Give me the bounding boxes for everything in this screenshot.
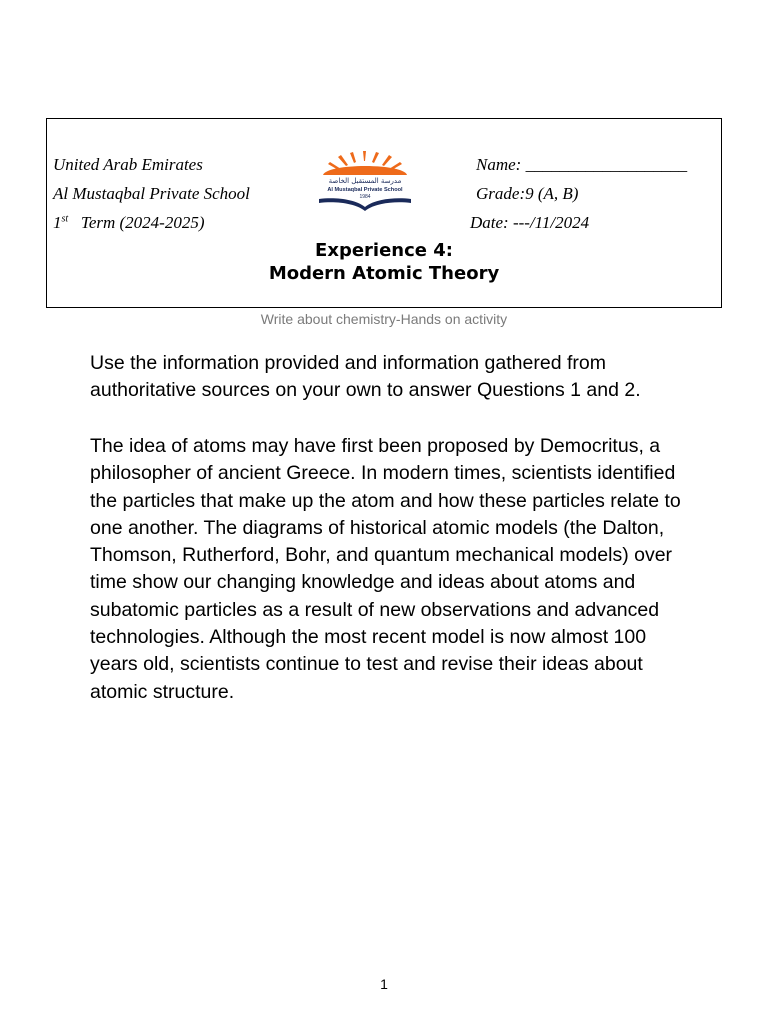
page-number: 1 bbox=[380, 976, 388, 992]
term-number: 1 bbox=[53, 213, 62, 232]
term-line bbox=[53, 213, 205, 233]
title-line-1: Experience 4: bbox=[315, 240, 453, 261]
school-logo bbox=[313, 147, 417, 217]
grade-text: Grade:9 (A, B) bbox=[476, 184, 579, 203]
logo-graphic bbox=[313, 147, 417, 217]
logo-arabic-text: مدرسة المستقبل الخاصة bbox=[328, 177, 402, 185]
book-icon bbox=[319, 198, 411, 211]
logo-year: 1984 bbox=[359, 194, 371, 200]
logo-english-text: Al Mustaqbal Private School bbox=[327, 187, 403, 193]
country-text: United Arab Emirates bbox=[53, 155, 203, 174]
school-name: Al Mustaqbal Private School bbox=[53, 184, 250, 203]
name-field-label: Name: ___________________ bbox=[476, 155, 688, 174]
header-box bbox=[46, 118, 722, 308]
subtitle: Write about chemistry-Hands on activity bbox=[260, 311, 508, 327]
title-line-2: Modern Atomic Theory bbox=[268, 263, 500, 284]
term-suffix: st bbox=[61, 213, 69, 225]
date-text: Date: ---/11/2024 bbox=[470, 213, 590, 232]
intro-paragraph: Use the information provided and information gathered from authoritative sources on your own to answer Questions 1 and 2. bbox=[90, 352, 641, 402]
body-paragraph: The idea of atoms may have first been proposed by Democritus, a philosopher of ancient Greece. In modern times, scientists identified the particles that make up the atom and how these particles relate to one another. The diagrams of historical atomic models (the Dalton, Thomson, Rutherford, Bohr, and quantum mechanical models) over time show our changing knowledge and ideas about atoms and subatomic particles as a result of new observations and advanced technologies. Although the most recent model is now almost 100 years old, scientists continue to test and revise their ideas about atomic structure. bbox=[90, 435, 681, 703]
term-text: Term (2024-2025) bbox=[80, 213, 205, 232]
